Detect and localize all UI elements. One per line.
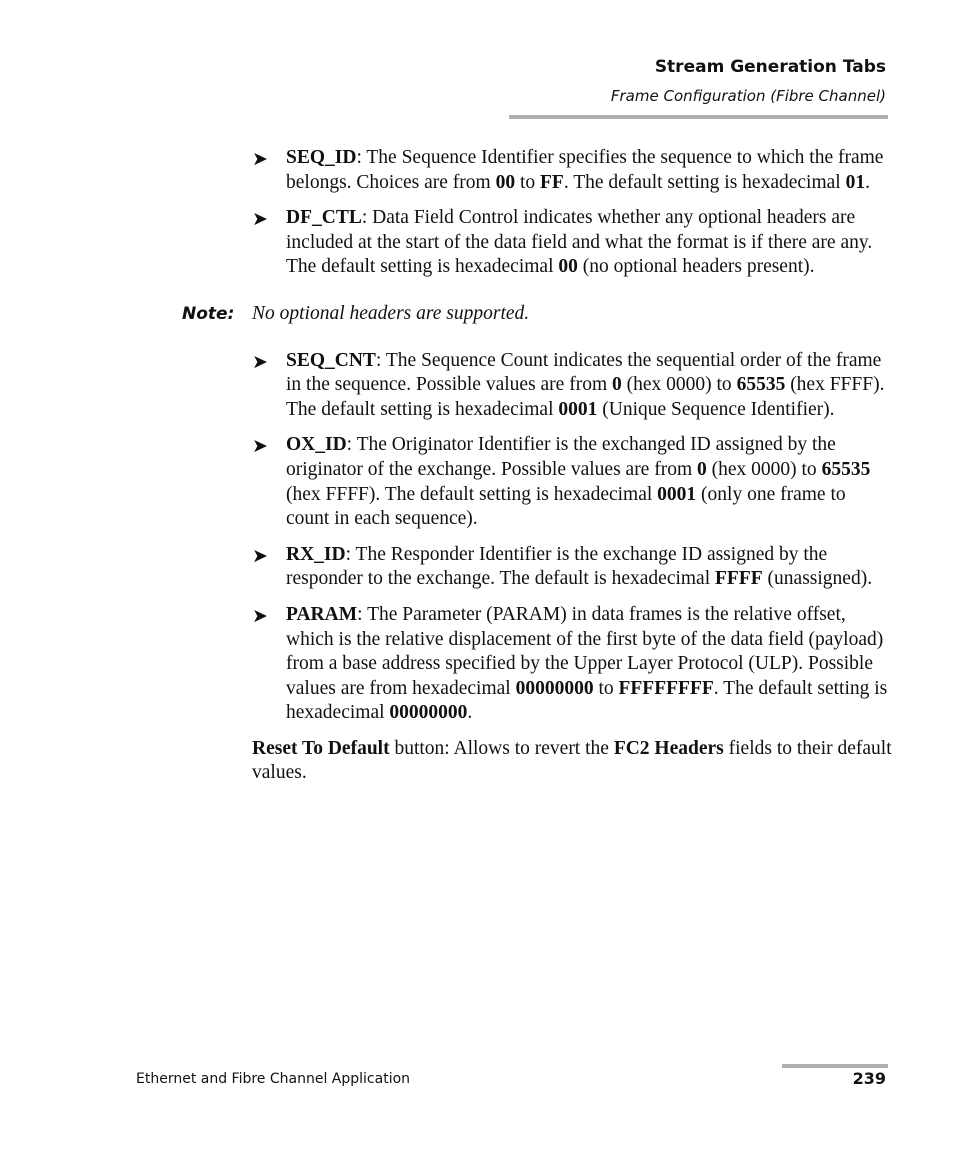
text: to [515, 171, 540, 193]
text: : The Parameter (PARAM) in data frames is the relative offset, which is the relative displacement of the first byte of the data field (payload) from a base address specified by the Upper Layer Protocol (ULP). Possible values are from hexadecimal [286, 603, 884, 699]
value: 0 [612, 374, 622, 396]
fc2-headers-name: FC2 Headers [613, 737, 724, 759]
text: (unassigned). [762, 568, 873, 590]
text: : The Originator Identifier is the exchanged ID assigned by the originator of the exchange. Possible values are from [286, 434, 836, 480]
arrowhead-right-icon: ➤ [252, 208, 268, 231]
text: : The Responder Identifier is the exchange ID assigned by the responder to the exchange. The default is hexadecimal [286, 543, 828, 590]
arrowhead-right-icon: ➤ [252, 544, 268, 567]
text: (hex FFFF). The default setting is hexadecimal [286, 374, 885, 420]
term: DF_CTL [286, 207, 362, 229]
term: SEQ_CNT [286, 349, 376, 371]
arrowhead-right-icon: ➤ [252, 350, 268, 373]
value: 65535 [821, 458, 871, 480]
arrowhead-right-icon: ➤ [252, 148, 268, 170]
bullet-df-ctl [252, 206, 892, 280]
value: 0001 [657, 483, 697, 505]
term: RX_ID [286, 543, 346, 565]
value: FFFFFFFF [618, 677, 714, 699]
term: OX_ID [286, 434, 347, 456]
value: FF [540, 171, 564, 193]
footer-rule [782, 1064, 888, 1068]
footer-title: Ethernet and Fibre Channel Application [136, 1071, 411, 1087]
value: 00 [558, 256, 578, 278]
value: 0 [697, 458, 707, 480]
text: (only one frame to count in each sequence). [286, 483, 846, 530]
value: 00000000 [389, 702, 468, 724]
bullet-rx-id [252, 543, 892, 592]
value: 00000000 [515, 677, 594, 699]
arrowhead-right-icon: ➤ [252, 604, 268, 627]
note-label: Note: [182, 303, 235, 324]
text: . The default setting is hexadecimal [286, 677, 888, 724]
bullet-param [252, 603, 892, 726]
term: PARAM [286, 603, 358, 625]
value: 00 [495, 171, 516, 193]
arrowhead-right-icon: ➤ [252, 435, 268, 458]
bullet-seq-cnt [252, 349, 892, 423]
bullet-ox-id [252, 433, 892, 531]
text: . The default setting is hexadecimal [563, 171, 846, 193]
value: FFFF [715, 568, 763, 590]
text: : Data Field Control indicates whether any optional headers are included at the start of the data field and what the format is if there are any. The default setting is hexadecimal [286, 207, 873, 278]
header-rule [509, 115, 888, 119]
text: (hex FFFF). The default setting is hexadecimal [286, 483, 658, 505]
text: . [467, 702, 473, 724]
text: (no optional headers present). [577, 256, 815, 278]
text: : The Sequence Count indicates the sequential order of the frame in the sequence. Possible values are from [286, 349, 882, 396]
text: : The Sequence Identifier specifies the sequence to which the frame belongs. Choices are from [286, 147, 884, 193]
value: 01 [845, 171, 866, 193]
term: SEQ_ID [286, 147, 357, 168]
text: (Unique Sequence Identifier). [597, 398, 835, 420]
reset-button-name: Reset To Default [252, 737, 390, 759]
bullet-seq-id [252, 146, 892, 195]
main-content [182, 146, 892, 786]
text: to [593, 677, 619, 699]
page-number: 239 [852, 1069, 886, 1088]
header-subtitle: Frame Configuration (Fibre Channel) [610, 87, 886, 105]
text: button: Allows to revert the [389, 737, 614, 759]
text: . [865, 171, 870, 193]
header-title: Stream Generation Tabs [654, 57, 886, 77]
text: (hex 0000) to [621, 374, 737, 396]
value: 65535 [736, 374, 786, 396]
note-text: No optional headers are supported. [252, 302, 530, 324]
value: 0001 [558, 398, 598, 420]
text: fields to their default values. [252, 737, 892, 784]
reset-paragraph [252, 737, 892, 786]
text: (hex 0000) to [706, 458, 822, 480]
note [182, 302, 892, 327]
